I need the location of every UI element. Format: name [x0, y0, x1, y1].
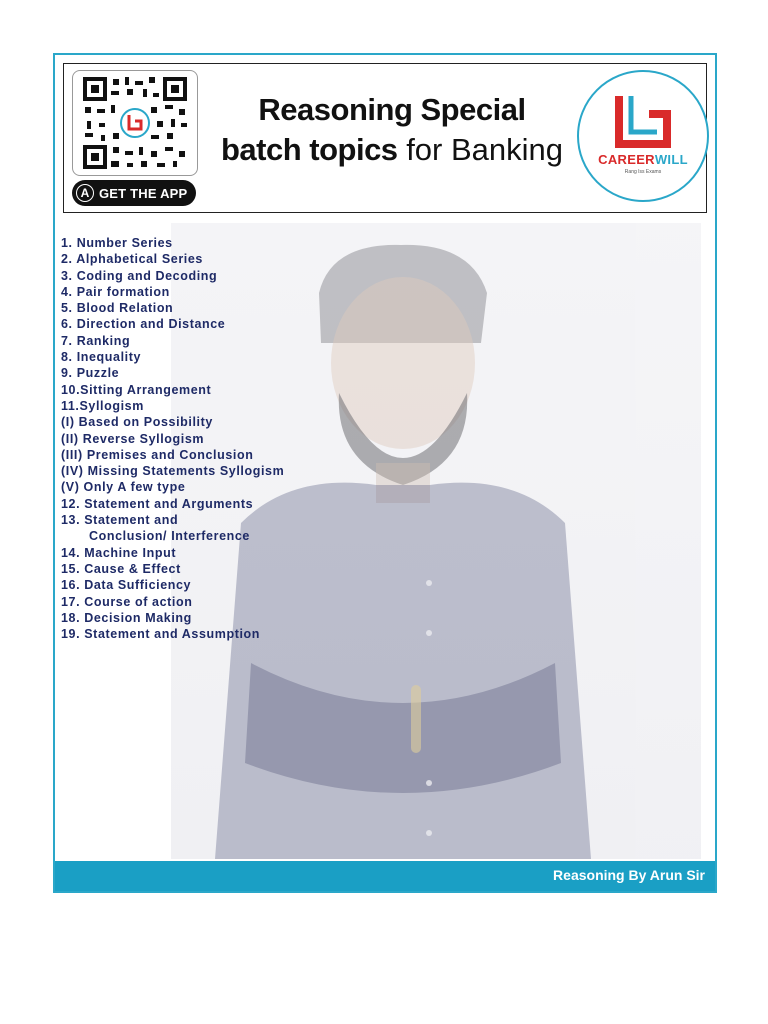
list-item: 13. Statement and [61, 513, 179, 528]
list-item: 11.Syllogism [61, 398, 144, 413]
list-item: 8. Inequality [61, 350, 142, 365]
qr-code[interactable] [72, 70, 198, 176]
list-item: 3. Coding and Decoding [61, 268, 218, 283]
logo-tagline: Rang Iss Exams [624, 169, 662, 175]
page-title [212, 90, 572, 170]
list-item: 7. Ranking [61, 333, 131, 348]
list-item: 5. Blood Relation [61, 301, 174, 316]
list-item: (I) Based on Possibility [61, 415, 213, 430]
title-line-2-bold: batch topics [220, 132, 398, 167]
list-item: 2. Alphabetical Series [61, 252, 203, 267]
careerwill-logo [577, 70, 709, 202]
title-line-2 [212, 130, 572, 170]
topic-list [61, 235, 284, 642]
logo-brand [579, 152, 707, 167]
footer-bar [55, 861, 715, 893]
careerwill-logo-icon [613, 94, 673, 150]
list-item: 6. Direction and Distance [61, 317, 226, 332]
get-app-button[interactable] [72, 180, 196, 206]
list-item: 14. Machine Input [61, 545, 177, 560]
document-frame [53, 53, 717, 893]
get-app-label: GET THE APP [99, 185, 188, 201]
list-item: (IV) Missing Statements Syllogism [61, 464, 285, 479]
list-item: 12. Statement and Arguments [61, 496, 254, 511]
title-line-2-regular: for Banking [406, 132, 564, 167]
list-item: 19. Statement and Assumption [61, 627, 261, 642]
list-item: (V) Only A few type [61, 480, 186, 495]
list-item: 16. Data Sufficiency [61, 578, 192, 593]
list-item: Conclusion/ Interference [89, 529, 250, 544]
list-item: (III) Premises and Conclusion [61, 447, 254, 462]
footer-text: Reasoning By Arun Sir [553, 867, 705, 883]
list-item: 10.Sitting Arrangement [61, 382, 212, 397]
list-item: 17. Course of action [61, 594, 193, 609]
list-item: (II) Reverse Syllogism [61, 431, 205, 446]
header-box [63, 63, 707, 213]
logo-brand-will: WILL [654, 152, 688, 167]
list-item: 15. Cause & Effect [61, 561, 181, 576]
logo-brand-career: CAREER [598, 152, 655, 167]
list-item: 1. Number Series [61, 236, 173, 250]
a-icon: A [76, 184, 94, 202]
list-item: 4. Pair formation [61, 284, 170, 299]
list-item: 18. Decision Making [61, 610, 192, 625]
list-item: 9. Puzzle [61, 366, 120, 381]
title-line-1: Reasoning Special [258, 92, 526, 127]
qr-code-icon [81, 75, 189, 171]
